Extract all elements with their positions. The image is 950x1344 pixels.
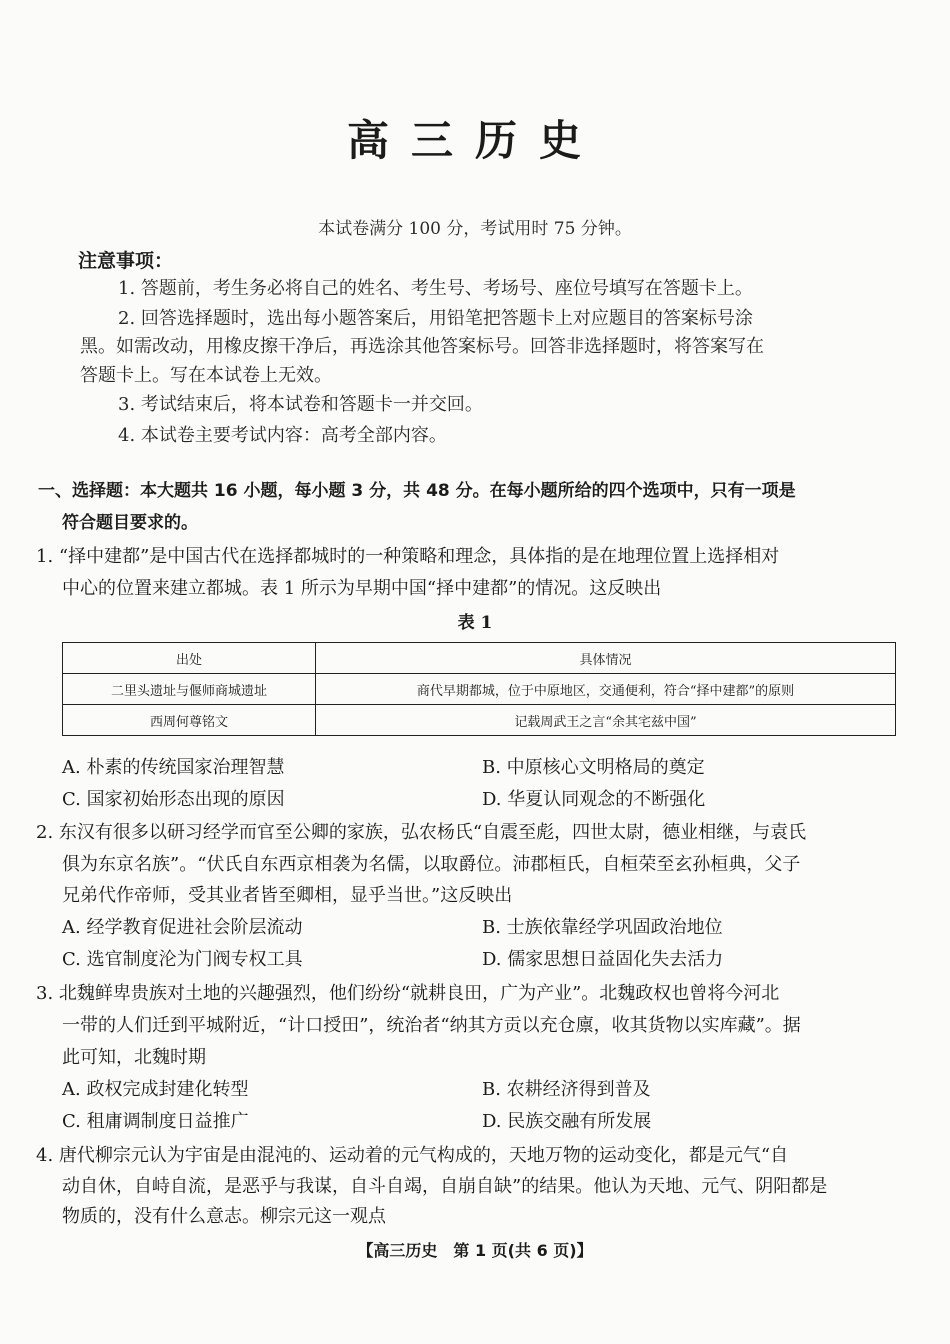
q3-option-b: B. 农耕经济得到普及 (482, 1079, 651, 1100)
table-cell: 记载周武王之言“余其宅兹中国” (316, 705, 896, 736)
q2-stem: 俱为东京名族”。“伏氏自东西京相袭为名儒，以取爵位。沛郡桓氏，自桓荣至玄孙桓典，父子 (62, 854, 801, 875)
table-header: 出处 (63, 643, 316, 674)
q4-stem: 4. 唐代柳宗元认为宇宙是由混沌的、运动着的元气构成的，天地万物的运动变化，都是元气“自 (36, 1145, 789, 1166)
notice-line: 3. 考试结束后，将本试卷和答题卡一并交回。 (118, 394, 483, 415)
page-title: 高三历史 (346, 116, 603, 165)
q1-option-d: D. 华夏认同观念的不断强化 (482, 789, 706, 810)
page-footer: 【高三历史 第 1 页(共 6 页)】 (357, 1241, 593, 1260)
q4-stem: 物质的，没有什么意志。柳宗元这一观点 (62, 1206, 386, 1227)
table-cell: 商代早期都城，位于中原地区，交通便利，符合“择中建都”的原则 (316, 674, 896, 705)
q1-stem: 1. “择中建都”是中国古代在选择都城时的一种策略和理念，具体指的是在地理位置上选择相对 (36, 546, 780, 567)
notice-line: 黑。如需改动，用橡皮擦干净后，再选涂其他答案标号。回答非选择题时，将答案写在 (80, 336, 764, 357)
section-heading: 一、选择题：本大题共 16 小题，每小题 3 分，共 48 分。在每小题所给的四个选项中，只有一项是 (38, 481, 796, 501)
table-header: 具体情况 (316, 643, 896, 674)
q2-stem: 2. 东汉有很多以研习经学而官至公卿的家族，弘农杨氏“自震至彪，四世太尉，德业相继，与袁氏 (36, 822, 807, 843)
table-header-row (63, 643, 896, 674)
notice-line: 答题卡上。写在本试卷上无效。 (80, 365, 332, 386)
table-1 (62, 642, 896, 736)
q1-option-a: A. 朴素的传统国家治理智慧 (62, 757, 285, 778)
table-row (63, 674, 896, 705)
q3-option-d: D. 民族交融有所发展 (482, 1111, 652, 1132)
table-cell: 二里头遗址与偃师商城遗址 (63, 674, 316, 705)
notice-heading: 注意事项： (78, 250, 174, 272)
q4-stem: 动自休，自峙自流，是恶乎与我谋，自斗自竭，自崩自缺”的结果。他认为天地、元气、阴阳都是 (62, 1176, 828, 1197)
notice-line: 2. 回答选择题时，选出每小题答案后，用铅笔把答题卡上对应题目的答案标号涂 (118, 308, 753, 329)
q1-option-c: C. 国家初始形态出现的原因 (62, 789, 285, 810)
q2-stem: 兄弟代作帝师，受其业者皆至卿相，显乎当世。”这反映出 (62, 885, 513, 906)
q3-option-a: A. 政权完成封建化转型 (62, 1079, 249, 1100)
notice-line: 1. 答题前，考生务必将自己的姓名、考生号、考场号、座位号填写在答题卡上。 (118, 278, 753, 299)
q3-option-c: C. 租庸调制度日益推广 (62, 1111, 249, 1132)
q1-option-b: B. 中原核心文明格局的奠定 (482, 757, 705, 778)
q3-stem: 3. 北魏鲜卑贵族对土地的兴趣强烈，他们纷纷“就耕良田，广为产业”。北魏政权也曾将今河北 (36, 983, 780, 1004)
table-caption: 表 1 (457, 613, 493, 633)
q2-option-b: B. 士族依靠经学巩固政治地位 (482, 917, 723, 938)
q2-option-c: C. 选官制度沦为门阀专权工具 (62, 949, 303, 970)
exam-info: 本试卷满分 100 分，考试用时 75 分钟。 (318, 219, 632, 239)
q3-stem: 一带的人们迁到平城附近，“计口授田”，统治者“纳其方贡以充仓廪，收其货物以实库藏”。据 (62, 1015, 801, 1036)
section-heading-cont: 符合题目要求的。 (62, 513, 198, 533)
notice-line: 4. 本试卷主要考试内容：高考全部内容。 (118, 425, 447, 446)
table-row (63, 705, 896, 736)
q1-stem: 中心的位置来建立都城。表 1 所示为早期中国“择中建都”的情况。这反映出 (62, 578, 662, 599)
q2-option-a: A. 经学教育促进社会阶层流动 (62, 917, 303, 938)
q2-option-d: D. 儒家思想日益固化失去活力 (482, 949, 724, 970)
table-cell: 西周何尊铭文 (63, 705, 316, 736)
q3-stem: 此可知，北魏时期 (62, 1047, 206, 1068)
